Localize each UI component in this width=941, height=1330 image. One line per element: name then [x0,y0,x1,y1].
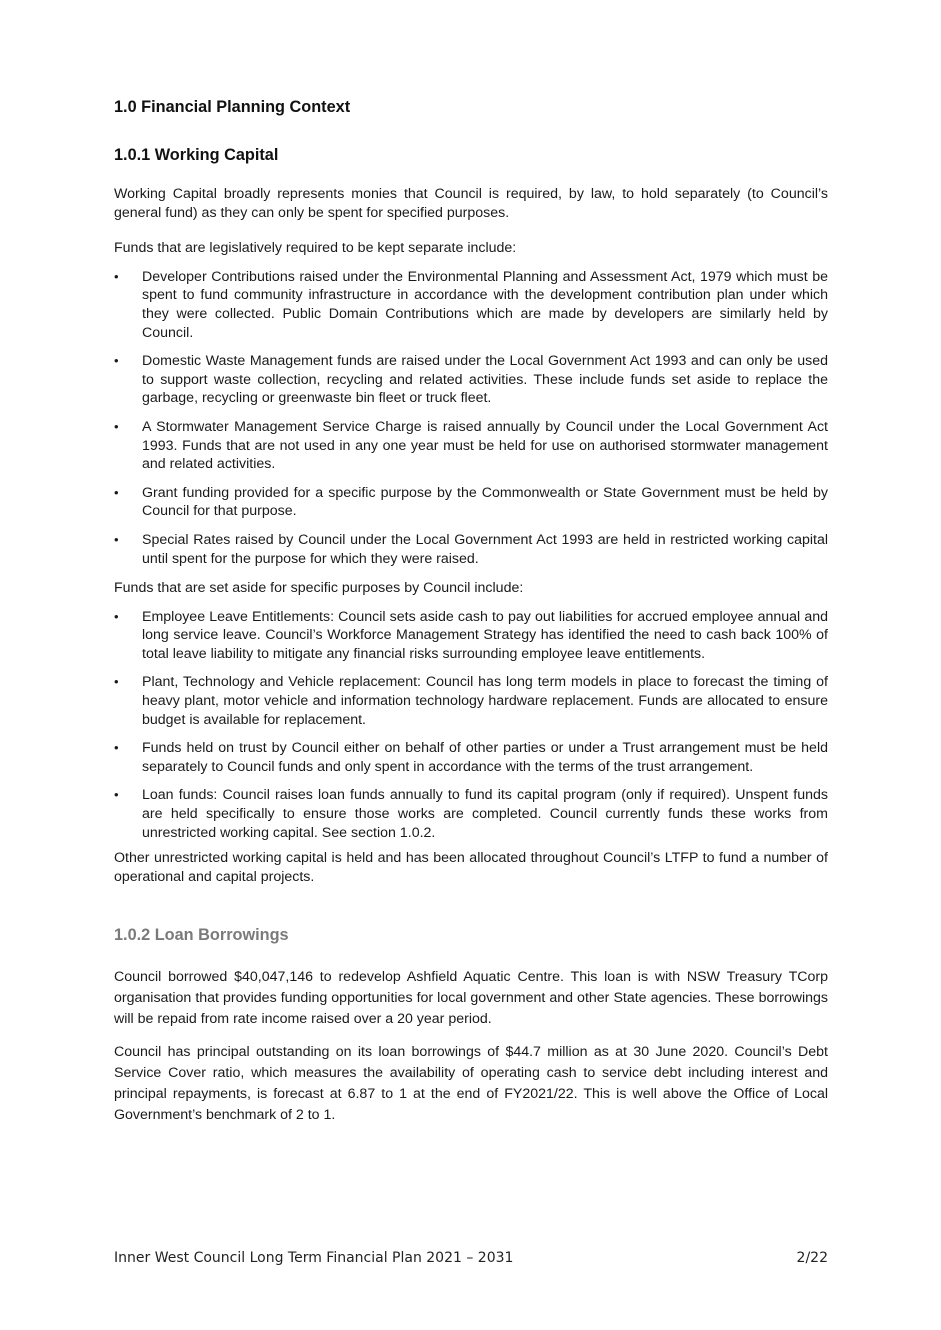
list-item: • Loan funds: Council raises loan funds annually to fund its capital program (only if required). Unspent funds are held specifically to ensure those works are completed. Council currently funds these works from unrestricted working capital. See section 1.0.2. [114,787,828,841]
bullet-icon: • [114,268,119,284]
loan-paragraph-1: Council borrowed $40,047,146 to redevelop Ashfield Aquatic Centre. This loan is with NSW Treasury TCorp organisation that provides funding opportunities for local government and other State agencies. These borrowings will be repaid from rate income raised over a 20 year period. [114,969,828,1028]
bullet-icon: • [114,353,119,369]
list-item: • Developer Contributions raised under the Environmental Planning and Assessment Act, 1979 which must be spent to fund community infrastructure in accordance with the development contribution plan under which they were collected. Public Domain Contributions which are made by developers are similarly held by Council. [114,268,828,341]
bullet-icon: • [114,531,119,547]
council-list [114,608,828,843]
working-capital-closing: Other unrestricted working capital is held and has been allocated throughout Council’s LTFP to fund a number of operational and capital projects. [114,850,828,885]
page-number: 2/22 [796,1250,828,1266]
legislative-lead: Funds that are legislatively required to be kept separate include: [114,240,517,257]
list-item: • Special Rates raised by Council under the Local Government Act 1993 are held in restricted working capital until spent for the purpose for which they were raised. [114,531,828,567]
footer-title: Inner West Council Long Term Financial Plan 2021 – 2031 [114,1250,514,1266]
working-capital-intro: Working Capital broadly represents monies that Council is required, by law, to hold separately (to Council’s general fund) as they can only be spent for specified purposes. [114,186,828,221]
bullet-icon: • [114,484,119,500]
list-item: • Domestic Waste Management funds are raised under the Local Government Act 1993 and can only be used to support waste collection, recycling and related activities. These include funds set aside to replace the garbage, recycling or greenwaste bin fleet or truck fleet. [114,353,828,407]
list-item: • Employee Leave Entitlements: Council sets aside cash to pay out liabilities for accrued employee annual and long service leave. Council’s Workforce Management Strategy has identified the need to cash back 100% of total leave liability to mitigate any financial risks surrounding employee leave entitlements. [114,608,828,662]
bullet-icon: • [114,608,119,624]
bullet-icon: • [114,787,119,803]
bullet-icon: • [114,418,119,434]
bullet-icon: • [114,674,119,690]
list-item: • Grant funding provided for a specific purpose by the Commonwealth or State Government must be held by Council for that purpose. [114,484,828,520]
legislative-list [114,268,828,568]
bullet-icon: • [114,740,119,756]
loan-paragraph-2: Council has principal outstanding on its loan borrowings of $44.7 million as at 30 June 2020. Council’s Debt Service Cover ratio, which measures the availability of operating cash to service debt including interest and principal repayments, is forecast at 6.87 to 1 at the end of FY2021/22. This is well above the Office of Local Government’s benchmark of 2 to 1. [114,1044,828,1124]
working-capital-heading: 1.0.1 Working Capital [114,146,279,164]
list-item: • Funds held on trust by Council either on behalf of other parties or under a Trust arrangement must be held separately to Council funds and only spent in accordance with the terms of the trust arrangement. [114,740,828,775]
page-footer [114,1250,828,1266]
page-title: 1.0 Financial Planning Context [114,98,351,116]
loan-borrowings-heading: 1.0.2 Loan Borrowings [114,926,289,945]
document-page [114,96,828,1126]
council-lead: Funds that are set aside for specific purposes by Council include: [114,580,524,597]
list-item: • A Stormwater Management Service Charge is raised annually by Council under the Local Government Act 1993. Funds that are not used in any one year must be held for use on authorised stormwater management and related activities. [114,418,828,473]
list-item: • Plant, Technology and Vehicle replacement: Council has long term models in place to forecast the timing of heavy plant, motor vehicle and information technology hardware replacement. Funds are allocated to ensure budget is available for replacement. [114,674,828,728]
